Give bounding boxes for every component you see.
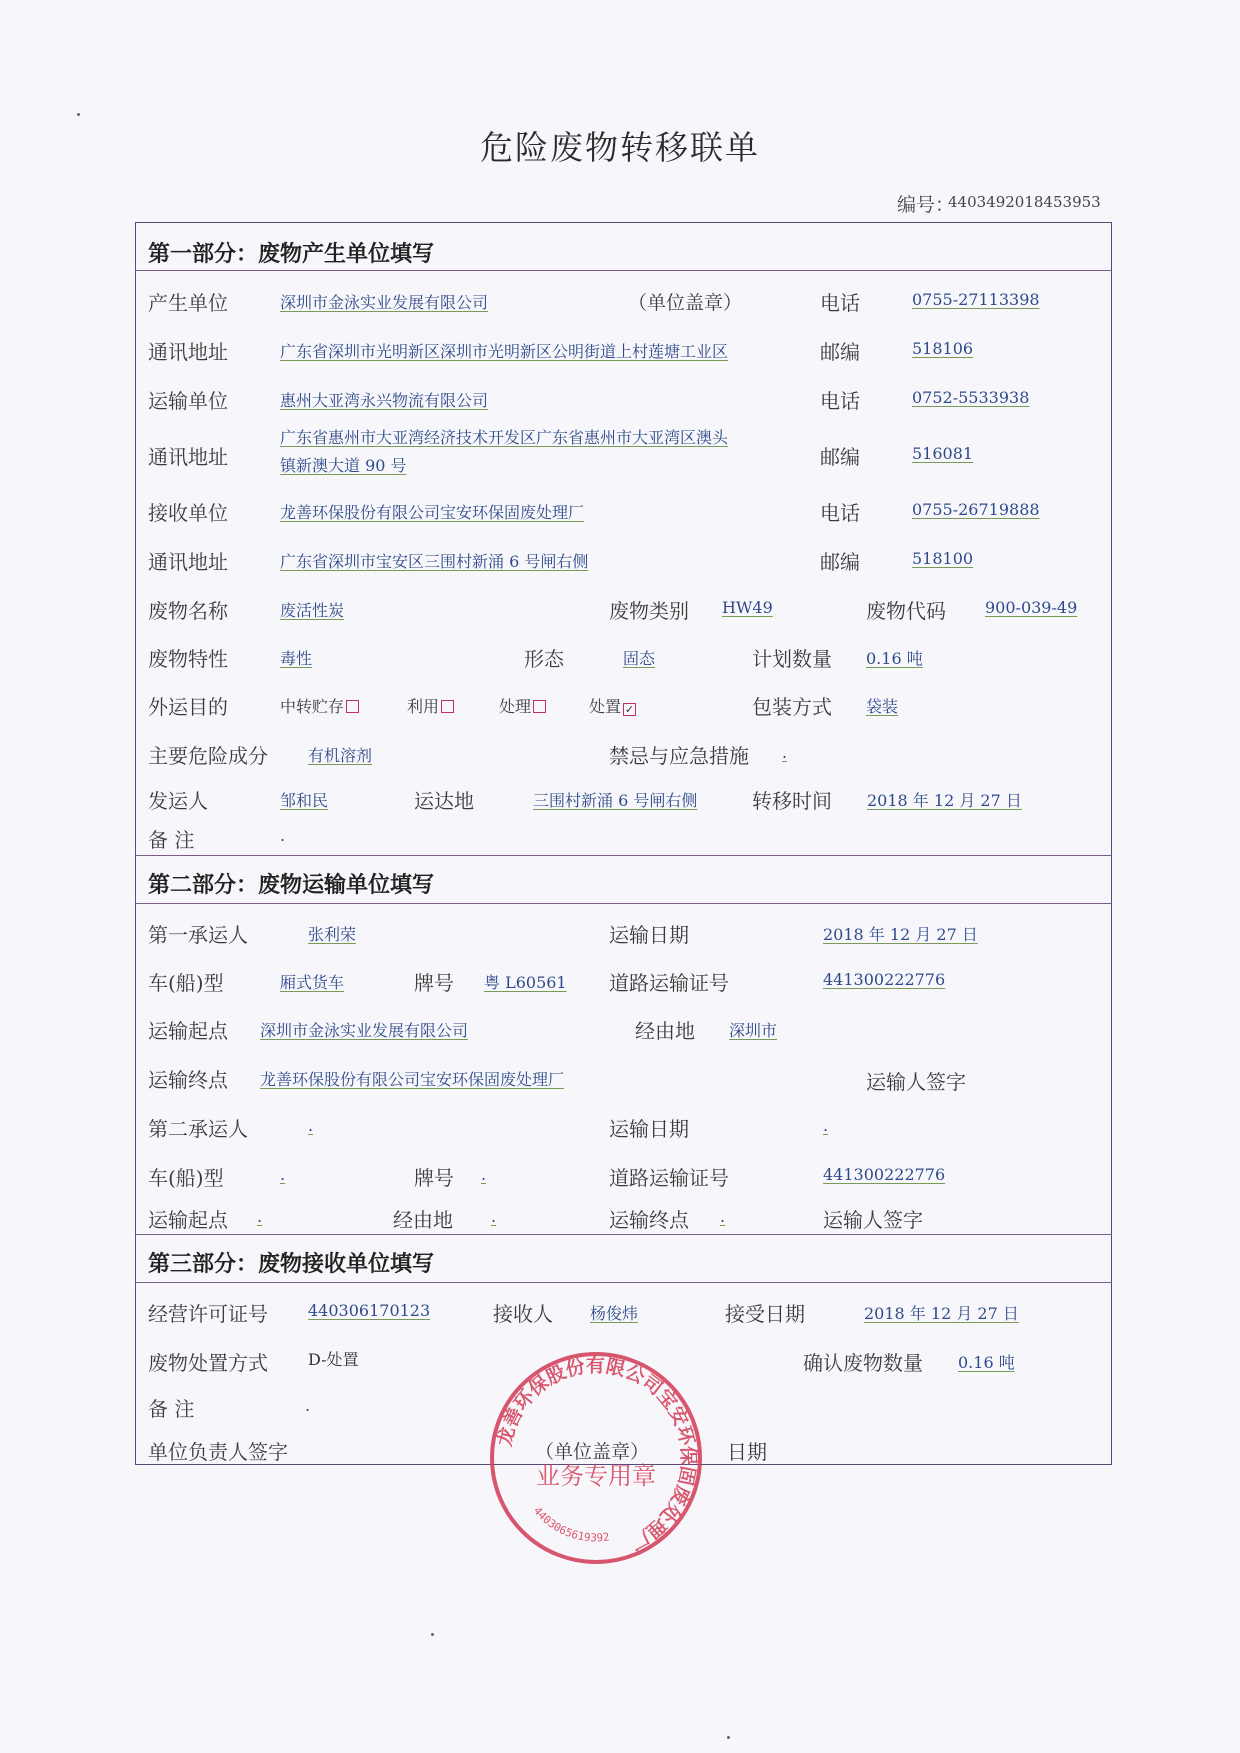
transporter-zip: 516081 xyxy=(912,444,974,463)
waste-property-label: 废物特性 xyxy=(148,647,228,671)
purpose-dispose[interactable]: 处置 ✓ xyxy=(589,697,635,716)
producer-phone-label: 电话 xyxy=(820,291,860,315)
planned-qty-label: 计划数量 xyxy=(752,647,832,671)
emergency-value: . xyxy=(782,743,788,762)
transporter-addr-line2: 镇新澳大道 90 号 xyxy=(280,456,407,475)
end1-label: 运输终点 xyxy=(148,1068,228,1092)
emergency-label: 禁忌与应急措施 xyxy=(609,744,749,768)
producer-value: 深圳市金泳实业发展有限公司 xyxy=(280,293,489,312)
via2-label: 经由地 xyxy=(393,1208,453,1232)
receiver-phone: 0755-26719888 xyxy=(912,500,1040,519)
transport-date1-label: 运输日期 xyxy=(609,923,689,947)
producer-addr-label: 通讯地址 xyxy=(148,340,228,364)
receiver-addr-label: 通讯地址 xyxy=(148,550,228,574)
origin1-label: 运输起点 xyxy=(148,1019,228,1043)
origin1: 深圳市金泳实业发展有限公司 xyxy=(260,1021,469,1040)
remark3-value: . xyxy=(305,1396,311,1415)
responsible-sign-label: 单位负责人签字 xyxy=(148,1440,288,1464)
vehicle2-label: 车(船)型 xyxy=(148,1166,224,1190)
receiver-addr: 广东省深圳市宝安区三围村新涌 6 号闸右侧 xyxy=(280,552,589,571)
planned-qty: 0.16 吨 xyxy=(866,649,923,668)
remark3-label: 备 注 xyxy=(148,1397,195,1421)
date-label: 日期 xyxy=(727,1440,767,1464)
origin2: . xyxy=(257,1207,263,1226)
checkbox-checked[interactable]: ✓ xyxy=(624,703,635,716)
transfer-time-label: 转移时间 xyxy=(752,789,832,813)
doc-no-value: 4403492018453953 xyxy=(948,193,1101,211)
receiver-zip-label: 邮编 xyxy=(820,550,860,574)
divider xyxy=(135,903,1112,904)
waste-name-label: 废物名称 xyxy=(148,599,228,623)
receiver-value: 龙善环保股份有限公司宝安环保固废处理厂 xyxy=(280,503,585,522)
plate2-label: 牌号 xyxy=(414,1166,454,1190)
recipient-label: 接收人 xyxy=(493,1302,553,1326)
transporter-phone-label: 电话 xyxy=(820,389,860,413)
disposal-method: D-处置 xyxy=(308,1350,359,1369)
destination-value: 三围村新涌 6 号闸右侧 xyxy=(533,791,698,810)
packaging-label: 包装方式 xyxy=(752,695,832,719)
vehicle2-value: . xyxy=(280,1165,286,1184)
part1-heading: 第一部分：废物产生单位填写 xyxy=(148,241,435,267)
vehicle1-label: 车(船)型 xyxy=(148,971,224,995)
seal-number: 4403065619392 xyxy=(530,1504,611,1545)
carrier1-value: 张利荣 xyxy=(308,925,357,944)
doc-no-label: 编号： xyxy=(897,194,955,216)
producer-addr: 广东省深圳市光明新区深圳市光明新区公明街道上村莲塘工业区 xyxy=(280,342,729,361)
destination-label: 运达地 xyxy=(414,789,474,813)
checkbox[interactable] xyxy=(441,700,454,713)
waste-name: 废活性炭 xyxy=(280,601,345,620)
end2-label: 运输终点 xyxy=(609,1208,689,1232)
transport-date1: 2018 年 12 月 27 日 xyxy=(823,925,978,944)
seal-inner-text: 业务专用章 xyxy=(536,1462,656,1490)
scan-speck xyxy=(431,1633,434,1636)
transporter-value: 惠州大亚湾永兴物流有限公司 xyxy=(280,391,489,410)
form-value: 固态 xyxy=(623,649,656,668)
checkbox[interactable] xyxy=(346,700,359,713)
transporter-zip-label: 邮编 xyxy=(820,445,860,469)
producer-zip-label: 邮编 xyxy=(820,340,860,364)
carrier2-value: . xyxy=(308,1116,314,1135)
license-value: 440306170123 xyxy=(308,1301,431,1320)
official-seal xyxy=(487,1349,705,1567)
remark-label: 备 注 xyxy=(148,828,195,852)
scan-speck xyxy=(77,113,80,116)
disposal-method-label: 废物处置方式 xyxy=(148,1351,268,1375)
transporter-addr-line1: 广东省惠州市大亚湾经济技术开发区广东省惠州市大亚湾区澳头 xyxy=(280,428,729,447)
confirmed-qty-label: 确认废物数量 xyxy=(803,1351,923,1375)
packaging: 袋装 xyxy=(866,697,899,716)
waste-code-label: 废物代码 xyxy=(866,599,946,623)
transporter-phone: 0752-5533938 xyxy=(912,388,1030,407)
purpose-label: 外运目的 xyxy=(148,695,228,719)
shipper-value: 邹和民 xyxy=(280,791,329,810)
scan-speck xyxy=(727,1736,730,1739)
transporter-label: 运输单位 xyxy=(148,389,228,413)
end2: . xyxy=(720,1207,726,1226)
transporter-addr-label: 通讯地址 xyxy=(148,445,228,469)
transport-date2: . xyxy=(823,1116,829,1135)
waste-code: 900-039-49 xyxy=(985,598,1078,617)
producer-zip: 518106 xyxy=(912,339,974,358)
producer-phone: 0755-27113398 xyxy=(912,290,1040,309)
transport-date2-label: 运输日期 xyxy=(609,1117,689,1141)
carrier1-label: 第一承运人 xyxy=(148,923,248,947)
receiver-phone-label: 电话 xyxy=(820,501,860,525)
page-title: 危险废物转移联单 xyxy=(480,128,760,167)
carrier1-sign-label: 运输人签字 xyxy=(866,1070,966,1094)
purpose-transfer-storage[interactable]: 中转贮存 xyxy=(280,694,359,717)
via2: . xyxy=(491,1207,497,1226)
via1: 深圳市 xyxy=(729,1021,778,1040)
receiver-zip: 518100 xyxy=(912,549,974,568)
producer-label: 产生单位 xyxy=(148,291,228,315)
divider xyxy=(135,1282,1112,1283)
origin2-label: 运输起点 xyxy=(148,1208,228,1232)
divider xyxy=(135,855,1112,856)
carrier2-label: 第二承运人 xyxy=(148,1117,248,1141)
via1-label: 经由地 xyxy=(635,1019,695,1043)
divider xyxy=(135,270,1112,271)
checkbox[interactable] xyxy=(533,700,546,713)
divider xyxy=(135,1234,1112,1235)
purpose-treat[interactable]: 处理 xyxy=(499,694,546,717)
part2-heading: 第二部分：废物运输单位填写 xyxy=(148,872,435,898)
waste-category: HW49 xyxy=(722,598,773,617)
carrier2-sign-label: 运输人签字 xyxy=(823,1208,923,1232)
plate2: . xyxy=(481,1165,487,1184)
receive-date: 2018 年 12 月 27 日 xyxy=(864,1304,1019,1323)
permit2: 441300222776 xyxy=(823,1165,946,1184)
remark-value: . xyxy=(280,826,286,845)
unit-stamp-label: （单位盖章） xyxy=(535,1441,650,1463)
license-label: 经营许可证号 xyxy=(148,1302,268,1326)
hazard-label: 主要危险成分 xyxy=(148,744,268,768)
shipper-label: 发运人 xyxy=(148,789,208,813)
permit1: 441300222776 xyxy=(823,970,946,989)
purpose-utilize[interactable]: 利用 xyxy=(407,694,454,717)
plate1: 粤 L60561 xyxy=(484,973,567,992)
permit2-label: 道路运输证号 xyxy=(609,1166,729,1190)
form-label: 形态 xyxy=(524,647,564,671)
waste-property: 毒性 xyxy=(280,649,313,668)
vehicle1-value: 厢式货车 xyxy=(280,973,345,992)
hazard-value: 有机溶剂 xyxy=(308,746,373,765)
producer-stamp: （单位盖章） xyxy=(628,292,743,314)
confirmed-qty: 0.16 吨 xyxy=(958,1353,1015,1372)
part3-heading: 第三部分：废物接收单位填写 xyxy=(148,1251,435,1277)
plate1-label: 牌号 xyxy=(414,971,454,995)
recipient-value: 杨俊炜 xyxy=(590,1304,639,1323)
waste-category-label: 废物类别 xyxy=(609,599,689,623)
end1: 龙善环保股份有限公司宝安环保固废处理厂 xyxy=(260,1070,565,1089)
transfer-time: 2018 年 12 月 27 日 xyxy=(867,791,1022,810)
seal-outer-text: 龙善环保股份有限公司宝安环保固废处理厂 xyxy=(493,1354,700,1554)
receiver-label: 接收单位 xyxy=(148,501,228,525)
transporter-addr xyxy=(280,424,728,480)
permit1-label: 道路运输证号 xyxy=(609,971,729,995)
receive-date-label: 接受日期 xyxy=(725,1302,805,1326)
